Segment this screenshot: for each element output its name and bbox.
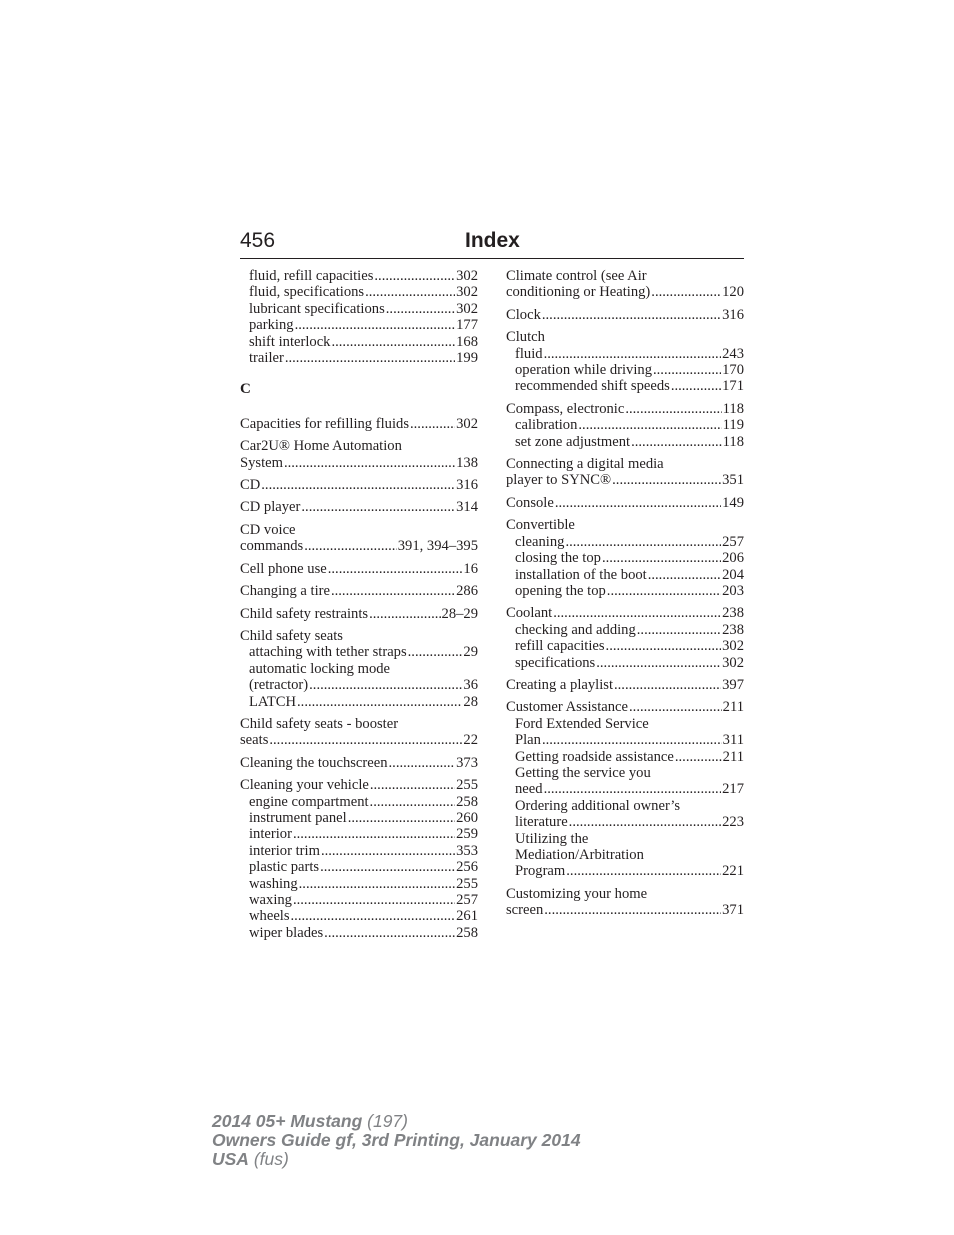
index-entry-line bbox=[506, 329, 744, 345]
entry-text: waxing bbox=[249, 892, 292, 908]
footer-line-2 bbox=[212, 1131, 581, 1150]
page-reference: 206 bbox=[722, 550, 744, 567]
entry-text: Mediation/Arbitration bbox=[515, 847, 644, 863]
index-entry bbox=[506, 699, 744, 879]
index-entry bbox=[240, 716, 478, 749]
header-rule bbox=[240, 258, 744, 259]
entry-text: shift interlock bbox=[249, 333, 331, 350]
entry-text: Changing a tire bbox=[240, 583, 330, 600]
page-reference: 255 bbox=[456, 875, 478, 892]
index-subentry bbox=[506, 417, 744, 433]
entry-text: washing bbox=[249, 875, 298, 892]
index-entry-line bbox=[506, 699, 744, 715]
page-reference: 238 bbox=[722, 621, 744, 638]
entry-text: seats bbox=[240, 732, 269, 749]
index-entry-line bbox=[240, 538, 478, 554]
page-reference: 199 bbox=[456, 350, 478, 367]
index-subentry bbox=[240, 843, 478, 859]
page-reference: 261 bbox=[456, 908, 478, 925]
dot-leader bbox=[648, 567, 721, 583]
index-subentry bbox=[240, 876, 478, 892]
dot-leader bbox=[365, 284, 455, 300]
entry-text: calibration bbox=[515, 417, 578, 434]
page-reference: 316 bbox=[456, 477, 478, 494]
dot-leader bbox=[671, 378, 721, 394]
page-reference: 16 bbox=[463, 560, 478, 577]
page-reference: 302 bbox=[456, 300, 478, 317]
index-subentry bbox=[240, 317, 478, 333]
entry-text: Customizing your home bbox=[506, 885, 648, 902]
entry-text: parking bbox=[249, 317, 294, 334]
page-footer bbox=[212, 1112, 581, 1169]
dot-leader bbox=[285, 350, 455, 366]
index-entry bbox=[240, 777, 478, 941]
dot-leader bbox=[612, 472, 721, 488]
index-entry bbox=[240, 268, 478, 366]
page-reference: 353 bbox=[456, 842, 478, 859]
entry-text: trailer bbox=[249, 350, 284, 367]
dot-leader bbox=[269, 732, 462, 748]
index-entry bbox=[240, 755, 478, 771]
index-entry bbox=[506, 268, 744, 301]
index-entry-line bbox=[240, 732, 478, 748]
index-subentry bbox=[240, 644, 478, 660]
page-reference: 258 bbox=[456, 924, 478, 941]
page-reference: 256 bbox=[456, 859, 478, 876]
index-subentry bbox=[506, 583, 744, 599]
dot-leader bbox=[565, 534, 721, 550]
index-subentry bbox=[506, 534, 744, 550]
index-entry-line bbox=[240, 477, 478, 493]
index-subentry bbox=[506, 346, 744, 362]
index-subentry bbox=[506, 716, 744, 732]
index-subentry bbox=[240, 794, 478, 810]
page-reference: 260 bbox=[456, 809, 478, 826]
index-subentry bbox=[240, 301, 478, 317]
index-entry bbox=[506, 495, 744, 511]
index-subentry bbox=[506, 847, 744, 863]
dot-leader bbox=[320, 859, 455, 875]
index-subentry bbox=[506, 362, 744, 378]
dot-leader bbox=[386, 301, 455, 317]
index-subentry bbox=[506, 814, 744, 830]
dot-leader bbox=[309, 677, 462, 693]
index-subentry bbox=[506, 655, 744, 671]
dot-leader bbox=[299, 876, 455, 892]
index-subentry bbox=[240, 284, 478, 300]
index-subentry bbox=[506, 831, 744, 847]
index-entry-line bbox=[506, 472, 744, 488]
dot-leader bbox=[293, 826, 455, 842]
page-reference: 397 bbox=[722, 676, 744, 693]
footer-model: 2014 05+ Mustang bbox=[212, 1111, 363, 1131]
index-subentry bbox=[506, 749, 744, 765]
index-entry-line bbox=[506, 902, 744, 918]
dot-leader bbox=[602, 550, 721, 566]
page-reference: 373 bbox=[456, 754, 478, 771]
page-reference: 120 bbox=[722, 284, 744, 301]
index-entry bbox=[240, 416, 478, 432]
dot-leader bbox=[614, 677, 721, 693]
page-reference: 211 bbox=[722, 748, 744, 765]
index-subentry bbox=[240, 677, 478, 693]
index-entry-line bbox=[240, 438, 478, 454]
index-entry-line bbox=[506, 284, 744, 300]
index-entry-line bbox=[506, 677, 744, 693]
dot-leader bbox=[389, 755, 456, 771]
page-reference: 119 bbox=[722, 417, 744, 434]
entry-text: Compass, electronic bbox=[506, 400, 625, 417]
dot-leader bbox=[331, 583, 455, 599]
dot-leader bbox=[675, 749, 722, 765]
page-reference: 29 bbox=[463, 644, 478, 661]
dot-leader bbox=[606, 638, 722, 654]
page-reference: 257 bbox=[456, 892, 478, 908]
entry-text: checking and adding bbox=[515, 621, 636, 638]
dot-leader bbox=[596, 655, 721, 671]
dot-leader bbox=[607, 583, 721, 599]
index-entry-line bbox=[506, 886, 744, 902]
dot-leader bbox=[261, 477, 455, 493]
footer-model-code: (197) bbox=[362, 1111, 408, 1131]
index-entry bbox=[506, 401, 744, 450]
entry-text: Getting the service you bbox=[515, 764, 651, 781]
page-reference: 255 bbox=[456, 777, 478, 794]
page-number: 456 bbox=[240, 229, 276, 252]
dot-leader bbox=[542, 732, 722, 748]
index-entry bbox=[240, 438, 478, 471]
entry-text: System bbox=[240, 454, 283, 471]
dot-leader bbox=[324, 925, 455, 941]
page-reference: 221 bbox=[722, 863, 744, 880]
page-reference: 28–29 bbox=[441, 605, 478, 622]
page-reference: 371 bbox=[722, 902, 744, 919]
index-subentry bbox=[506, 550, 744, 566]
entry-text: Cleaning the touchscreen bbox=[240, 754, 388, 771]
page-reference: 238 bbox=[722, 605, 744, 622]
dot-leader bbox=[374, 268, 455, 284]
entry-text: LATCH bbox=[249, 693, 297, 710]
entry-text: Ordering additional owner’s bbox=[515, 797, 681, 814]
index-group-b-continued bbox=[240, 268, 478, 366]
entry-text: Creating a playlist bbox=[506, 676, 613, 693]
page-reference: 177 bbox=[456, 317, 478, 334]
entry-text: automatic locking mode bbox=[249, 660, 391, 677]
entry-text: Plan bbox=[515, 732, 541, 749]
page-reference: 171 bbox=[722, 378, 744, 395]
entry-text: specifications bbox=[515, 654, 596, 671]
entry-text: refill capacities bbox=[515, 638, 605, 655]
index-entry bbox=[506, 307, 744, 323]
index-entry bbox=[240, 561, 478, 577]
entry-text: closing the top bbox=[515, 550, 601, 567]
entry-text: operation while driving bbox=[515, 362, 652, 379]
entry-text: CD voice bbox=[240, 521, 296, 538]
index-subentry bbox=[506, 378, 744, 394]
entry-text: Getting roadside assistance bbox=[515, 748, 674, 765]
index-entry-line bbox=[506, 605, 744, 621]
dot-leader bbox=[566, 863, 721, 879]
index-entry bbox=[240, 477, 478, 493]
page-reference: 243 bbox=[722, 345, 744, 362]
index-entry-line bbox=[240, 455, 478, 471]
dot-leader bbox=[370, 777, 455, 793]
index-subentry bbox=[506, 567, 744, 583]
index-subentry bbox=[240, 694, 478, 710]
page-reference: 149 bbox=[722, 494, 744, 511]
dot-leader bbox=[321, 843, 455, 859]
dot-leader bbox=[284, 455, 455, 471]
page-reference: 311 bbox=[722, 732, 744, 749]
entry-text: Console bbox=[506, 494, 554, 511]
entry-text: instrument panel bbox=[249, 809, 347, 826]
index-subentry bbox=[240, 268, 478, 284]
index-entry bbox=[506, 329, 744, 395]
entry-text: Cleaning your vehicle bbox=[240, 777, 369, 794]
index-entry-line bbox=[240, 499, 478, 515]
entry-text: installation of the boot bbox=[515, 566, 647, 583]
index-column-left bbox=[240, 268, 478, 947]
page-reference: 118 bbox=[722, 433, 744, 450]
entry-text: Clock bbox=[506, 306, 541, 323]
entry-text: recommended shift speeds bbox=[515, 378, 670, 395]
footer-guide-info: Owners Guide gf, 3rd Printing, January 2014 bbox=[212, 1130, 581, 1150]
page-reference: 286 bbox=[456, 583, 478, 600]
index-subentry bbox=[506, 434, 744, 450]
entry-text: Customer Assistance bbox=[506, 699, 629, 716]
footer-line-1 bbox=[212, 1112, 581, 1131]
index-subentry bbox=[506, 732, 744, 748]
index-entry-line bbox=[240, 628, 478, 644]
index-subentry bbox=[506, 798, 744, 814]
index-subentry bbox=[240, 826, 478, 842]
index-subentry bbox=[240, 350, 478, 366]
index-entry-line bbox=[506, 456, 744, 472]
dot-leader bbox=[370, 794, 456, 810]
dot-leader bbox=[542, 307, 721, 323]
index-entry-line bbox=[506, 517, 744, 533]
entry-text: conditioning or Heating) bbox=[506, 284, 651, 301]
page-reference: 28 bbox=[463, 693, 478, 710]
page-reference: 302 bbox=[456, 415, 478, 432]
entry-text: interior trim bbox=[249, 842, 320, 859]
dot-leader bbox=[297, 694, 462, 710]
page-title: Index bbox=[465, 229, 520, 252]
page-reference: 223 bbox=[722, 814, 744, 831]
index-subentry bbox=[240, 334, 478, 350]
entry-text: lubricant specifications bbox=[249, 300, 385, 317]
entry-text: fluid, refill capacities bbox=[249, 268, 374, 284]
index-entry bbox=[240, 583, 478, 599]
page-reference: 257 bbox=[722, 533, 744, 550]
entry-text: Ford Extended Service bbox=[515, 715, 649, 732]
index-group-c-continued bbox=[506, 268, 744, 919]
dot-leader bbox=[651, 284, 721, 300]
entry-text: Coolant bbox=[506, 605, 553, 622]
entry-text: CD player bbox=[240, 499, 301, 516]
section-letter: C bbox=[240, 381, 251, 398]
dot-leader bbox=[291, 908, 456, 924]
footer-region: USA bbox=[212, 1149, 249, 1169]
entry-text: Connecting a digital media bbox=[506, 456, 664, 473]
entry-text: Program bbox=[515, 863, 566, 880]
dot-leader bbox=[304, 538, 397, 554]
dot-leader bbox=[553, 605, 721, 621]
page-reference: 204 bbox=[722, 566, 744, 583]
dot-leader bbox=[578, 417, 721, 433]
index-entry-line bbox=[240, 416, 478, 432]
dot-leader bbox=[544, 781, 722, 797]
page-reference: 258 bbox=[456, 793, 478, 810]
dot-leader bbox=[369, 606, 440, 622]
entry-text: Convertible bbox=[506, 517, 575, 534]
index-entry-line bbox=[506, 268, 744, 284]
entry-text: commands bbox=[240, 538, 304, 555]
dot-leader bbox=[328, 561, 463, 577]
index-entry bbox=[506, 456, 744, 489]
dot-leader bbox=[408, 644, 463, 660]
index-entry-line bbox=[240, 606, 478, 622]
footer-region-code: (fus) bbox=[248, 1149, 289, 1169]
entry-text: wiper blades bbox=[249, 924, 324, 941]
dot-leader bbox=[293, 892, 455, 908]
entry-text: Child safety seats - booster bbox=[240, 715, 399, 732]
entry-text: plastic parts bbox=[249, 859, 320, 876]
index-entry bbox=[240, 499, 478, 515]
entry-text: Clutch bbox=[506, 329, 545, 346]
dot-leader bbox=[569, 814, 721, 830]
dot-leader bbox=[544, 902, 721, 918]
page-reference: 302 bbox=[722, 654, 744, 671]
page-reference: 391, 394–395 bbox=[397, 538, 478, 555]
index-entry-line bbox=[506, 495, 744, 511]
dot-leader bbox=[301, 499, 455, 515]
index-subentry bbox=[240, 908, 478, 924]
entry-text: opening the top bbox=[515, 582, 606, 599]
index-entry-line bbox=[506, 401, 744, 417]
index-entry-line bbox=[240, 716, 478, 732]
entry-text: Child safety seats bbox=[240, 627, 343, 644]
index-subentry bbox=[506, 622, 744, 638]
entry-text: Car2U® Home Automation bbox=[240, 438, 402, 455]
index-subentry bbox=[506, 638, 744, 654]
page-reference: 22 bbox=[463, 732, 478, 749]
dot-leader bbox=[637, 622, 721, 638]
entry-text: need bbox=[515, 781, 543, 798]
index-entry bbox=[506, 517, 744, 599]
entry-text: literature bbox=[515, 814, 568, 831]
entry-text: Cell phone use bbox=[240, 560, 327, 577]
page-reference: 302 bbox=[456, 284, 478, 301]
entry-text: (retractor) bbox=[249, 677, 309, 694]
page-reference: 203 bbox=[722, 582, 744, 599]
index-entry-line bbox=[506, 307, 744, 323]
entry-text: engine compartment bbox=[249, 793, 369, 810]
entry-text: fluid bbox=[515, 345, 543, 362]
index-entry bbox=[506, 605, 744, 671]
page-header bbox=[240, 229, 744, 258]
entry-text: CD bbox=[240, 477, 261, 494]
entry-text: attaching with tether straps bbox=[249, 644, 407, 661]
page-reference: 316 bbox=[722, 306, 744, 323]
page-reference: 302 bbox=[456, 268, 478, 284]
entry-text: Utilizing the bbox=[515, 830, 589, 847]
dot-leader bbox=[555, 495, 721, 511]
entry-text: player to SYNC® bbox=[506, 472, 612, 489]
entry-text: Capacities for refilling fluids bbox=[240, 415, 409, 432]
dot-leader bbox=[331, 334, 455, 350]
index-entry-line bbox=[240, 522, 478, 538]
dot-leader bbox=[544, 346, 722, 362]
page-reference: 118 bbox=[722, 400, 744, 417]
index-entry bbox=[506, 886, 744, 919]
page-reference: 259 bbox=[456, 826, 478, 843]
index-entry bbox=[240, 522, 478, 555]
index-entry-line bbox=[240, 583, 478, 599]
entry-text: screen bbox=[506, 902, 544, 919]
index-subentry bbox=[506, 863, 744, 879]
index-subentry bbox=[506, 781, 744, 797]
entry-text: Child safety restraints bbox=[240, 605, 369, 622]
page-reference: 351 bbox=[722, 472, 744, 489]
index-entry-line bbox=[240, 755, 478, 771]
index-entry bbox=[240, 606, 478, 622]
page-reference: 170 bbox=[722, 362, 744, 379]
index-entry-line bbox=[240, 777, 478, 793]
page-reference: 138 bbox=[456, 454, 478, 471]
dot-leader bbox=[295, 317, 456, 333]
page-reference: 302 bbox=[722, 638, 744, 655]
dot-leader bbox=[653, 362, 721, 378]
index-entry-line bbox=[240, 561, 478, 577]
index-subentry bbox=[240, 859, 478, 875]
entry-text: cleaning bbox=[515, 533, 565, 550]
index-entry bbox=[240, 628, 478, 710]
entry-text: Climate control (see Air bbox=[506, 268, 647, 284]
page-reference: 314 bbox=[456, 499, 478, 516]
dot-leader bbox=[348, 810, 455, 826]
entry-text: wheels bbox=[249, 908, 290, 925]
footer-line-3 bbox=[212, 1150, 581, 1169]
page-reference: 217 bbox=[722, 781, 744, 798]
dot-leader bbox=[631, 434, 722, 450]
index-subentry bbox=[240, 892, 478, 908]
index-entry bbox=[506, 677, 744, 693]
index-column-right bbox=[506, 268, 744, 925]
index-subentry bbox=[240, 661, 478, 677]
page-reference: 211 bbox=[722, 699, 744, 716]
page-reference: 168 bbox=[456, 333, 478, 350]
dot-leader bbox=[410, 416, 455, 432]
entry-text: set zone adjustment bbox=[515, 433, 631, 450]
index-subentry bbox=[506, 765, 744, 781]
entry-text: interior bbox=[249, 826, 292, 843]
page-reference: 36 bbox=[463, 677, 478, 694]
entry-text: fluid, specifications bbox=[249, 284, 365, 301]
dot-leader bbox=[629, 699, 722, 715]
index-group-c bbox=[240, 416, 478, 941]
index-subentry bbox=[240, 925, 478, 941]
index-subentry bbox=[240, 810, 478, 826]
dot-leader bbox=[625, 401, 721, 417]
